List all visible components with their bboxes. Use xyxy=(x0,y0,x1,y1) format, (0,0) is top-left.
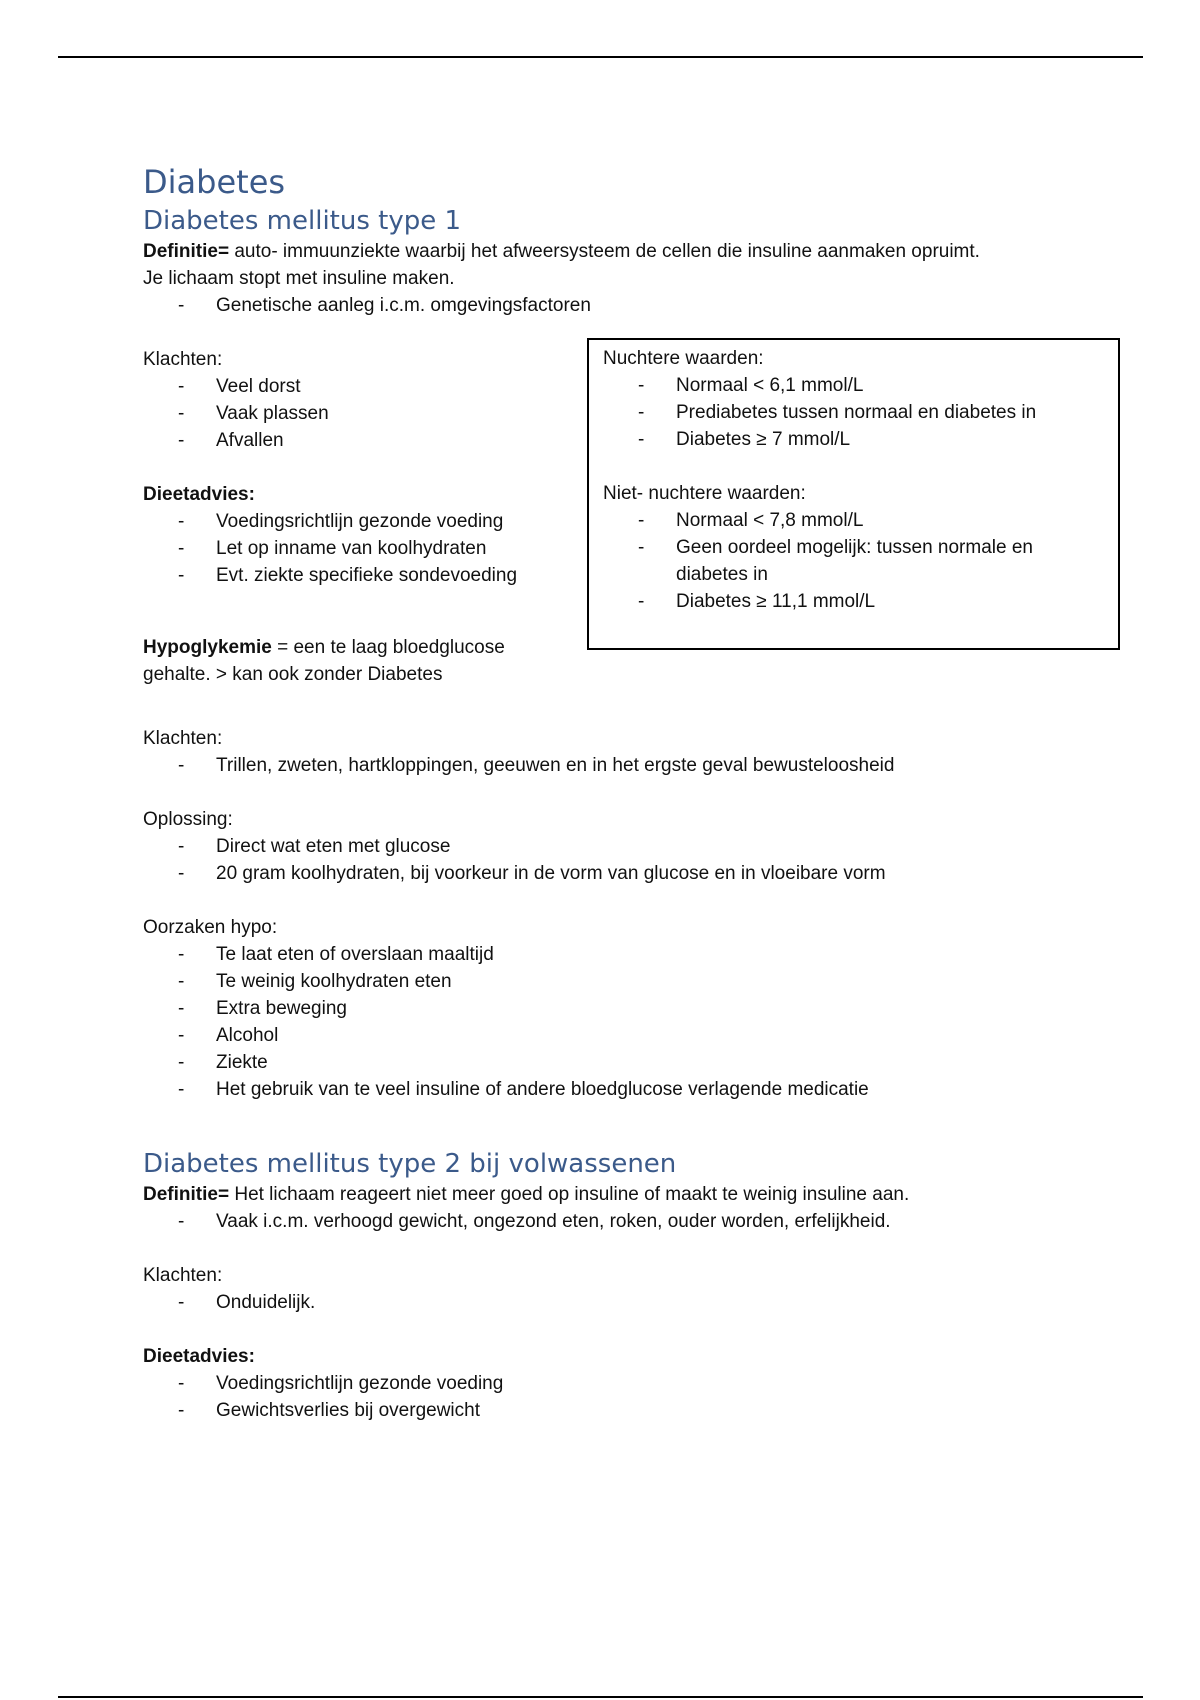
list-item: - Te laat eten of overslaan maaltijd xyxy=(216,941,1123,968)
definition-list xyxy=(143,1208,1123,1235)
dieetadvies-label: Dieetadvies: xyxy=(143,1346,255,1367)
list-item: - 20 gram koolhydraten, bij voorkeur in de vorm van glucose en in vloeibare vorm xyxy=(216,860,1123,887)
dieetadvies-list xyxy=(143,508,563,589)
definition-type1 xyxy=(143,238,1123,265)
oplossing-label: Oplossing: xyxy=(143,809,233,830)
klachten-list xyxy=(143,373,563,454)
list-item: - Afvallen xyxy=(216,427,563,454)
list-item: - Trillen, zweten, hartkloppingen, geeuwen en in het ergste geval bewusteloosheid xyxy=(216,752,1123,779)
list-item: - Gewichtsverlies bij overgewicht xyxy=(216,1397,1123,1424)
definition-type2 xyxy=(143,1181,1123,1208)
list-item: - Veel dorst xyxy=(216,373,563,400)
list-item: - Extra beweging xyxy=(216,995,1123,1022)
nuchtere-label: Nuchtere waarden: xyxy=(603,348,764,369)
klachten-label: Klachten: xyxy=(143,1265,223,1286)
definition-text: auto- immuunziekte waarbij het afweersysteem de cellen die insuline aanmaken opruimt. xyxy=(229,241,980,262)
list-item: - Het gebruik van te veel insuline of andere bloedglucose verlagende medicatie xyxy=(216,1076,1123,1103)
list-item: - Ziekte xyxy=(216,1049,1123,1076)
section-heading-type1: Diabetes mellitus type 1 xyxy=(143,206,462,236)
list-item: - Let op inname van koolhydraten xyxy=(216,535,563,562)
list-item: - Voedingsrichtlijn gezonde voeding xyxy=(216,508,563,535)
definition-text: Het lichaam reageert niet meer goed op insuline of maakt te weinig insuline aan. xyxy=(229,1184,910,1205)
list-item: - Prediabetes tussen normaal en diabetes in xyxy=(676,399,1104,426)
list-item: - Vaak i.c.m. verhoogd gewicht, ongezond eten, roken, ouder worden, erfelijkheid. xyxy=(216,1208,1123,1235)
list-item: - Voedingsrichtlijn gezonde voeding xyxy=(216,1370,1123,1397)
list-item: - Normaal < 7,8 mmol/L xyxy=(676,507,1104,534)
dieetadvies-list xyxy=(143,1370,1123,1424)
list-item: - Geen oordeel mogelijk: tussen normale en diabetes in xyxy=(676,534,1104,588)
hypo-klachten-label: Klachten: xyxy=(143,728,223,749)
hypoglykemie-definition xyxy=(143,634,563,661)
list-item: - Normaal < 6,1 mmol/L xyxy=(676,372,1104,399)
nuchtere-list xyxy=(603,372,1104,453)
hypo-section xyxy=(143,725,1123,1103)
list-item: - Alcohol xyxy=(216,1022,1123,1049)
klachten-list xyxy=(143,1289,1123,1316)
oplossing-list xyxy=(143,833,1123,887)
glucose-values-box xyxy=(587,338,1120,650)
page-title: Diabetes xyxy=(143,163,286,201)
oorzaken-label: Oorzaken hypo: xyxy=(143,917,278,938)
definition-line2: Je lichaam stopt met insuline maken. xyxy=(143,268,455,289)
hypoglykemie-label: Hypoglykemie xyxy=(143,637,272,658)
list-item: - Vaak plassen xyxy=(216,400,563,427)
list-item: - Diabetes ≥ 11,1 mmol/L xyxy=(676,588,1104,615)
hypoglykemie-text: = een te laag bloedglucose xyxy=(271,637,505,658)
type2-section xyxy=(143,1147,1123,1424)
definition-label: Definitie= xyxy=(143,241,230,262)
niet-nuchtere-list xyxy=(603,507,1104,615)
definition-list xyxy=(143,292,1123,319)
list-item: - Te weinig koolhydraten eten xyxy=(216,968,1123,995)
definition-label: Definitie= xyxy=(143,1184,230,1205)
klachten-label: Klachten: xyxy=(143,349,223,370)
section-heading-type2: Diabetes mellitus type 2 bij volwassenen xyxy=(143,1149,677,1179)
left-column xyxy=(143,346,563,688)
list-item: - Evt. ziekte specifieke sondevoeding xyxy=(216,562,563,589)
list-item: - Diabetes ≥ 7 mmol/L xyxy=(676,426,1104,453)
header-rule xyxy=(58,56,1143,58)
list-item: - Genetische aanleg i.c.m. omgevingsfactoren xyxy=(216,292,1123,319)
niet-nuchtere-label: Niet- nuchtere waarden: xyxy=(603,483,806,504)
list-item: - Onduidelijk. xyxy=(216,1289,1123,1316)
footer-rule xyxy=(58,1696,1143,1698)
list-item: - Direct wat eten met glucose xyxy=(216,833,1123,860)
hypoglykemie-line2: gehalte. > kan ook zonder Diabetes xyxy=(143,664,443,685)
oorzaken-list xyxy=(143,941,1123,1103)
dieetadvies-label: Dieetadvies: xyxy=(143,484,255,505)
hypo-klachten-list xyxy=(143,752,1123,779)
